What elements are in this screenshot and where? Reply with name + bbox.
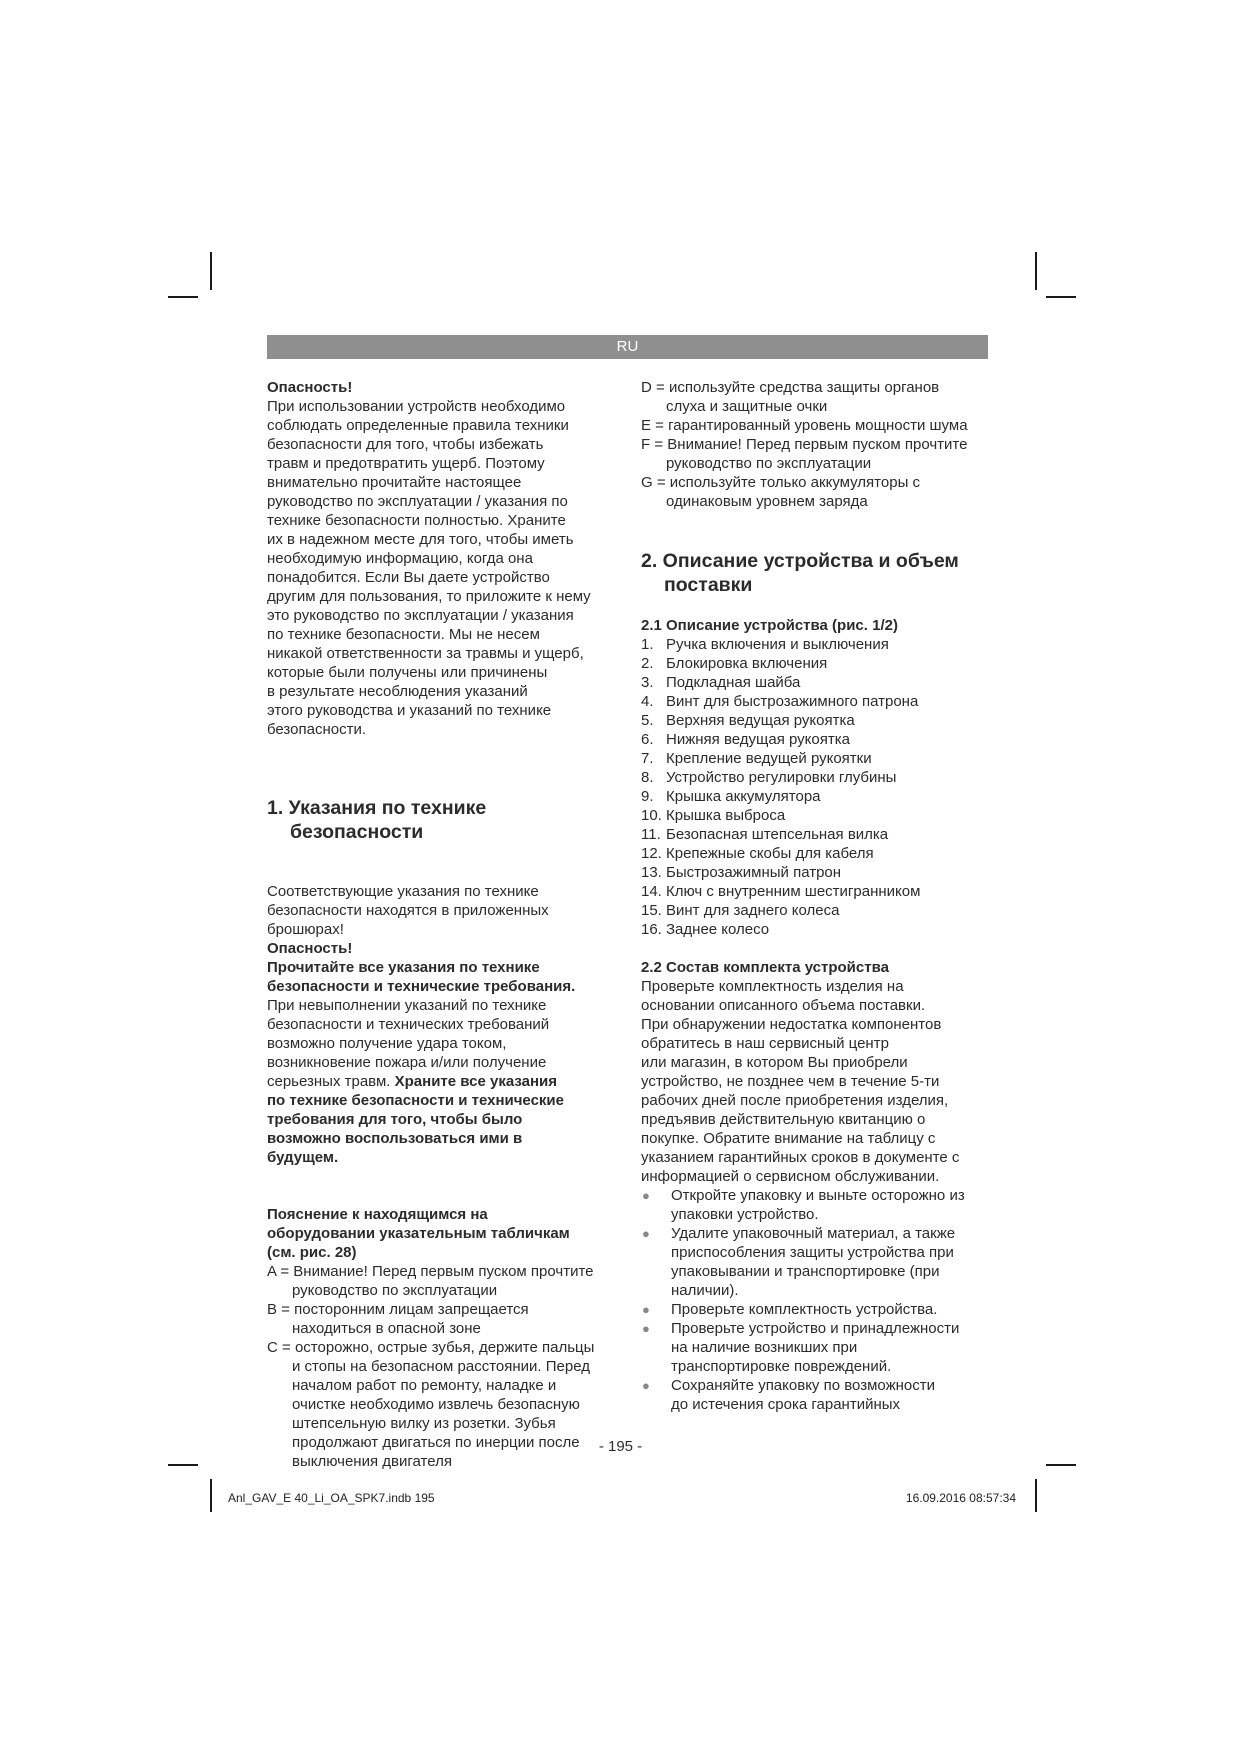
sign-item: G = используйте только аккумуляторы с одинаковым уровнем заряда — [641, 474, 921, 510]
signs-explanation-title: Пояснение к находящимся на оборудовании указательным табличкам (см. рис. 28) — [267, 1206, 570, 1261]
sign-item: C = осторожно, острые зубья, держите пальцы и стопы на безопасном расстоянии. Перед началом работ по ремонту, наладке и очистке необходимо извлечь безопасную штепсельную вилку из розетки. Зубья продолжают двигаться по инерции после выключения двигателя — [267, 1339, 595, 1470]
part-item: 2. Блокировка включения — [641, 655, 828, 672]
crop-mark — [1035, 1479, 1037, 1512]
bullet-item: ● Удалите упаковочный материал, а также приспособления защиты устройства при упаковывании и транспортировке (при наличии). — [642, 1225, 956, 1299]
bullet-item: ● Сохраняйте упаковку по возможности до истечения срока гарантийных — [642, 1377, 935, 1413]
sign-item: A = Внимание! Перед первым пуском прочтите руководство по эксплуатации — [267, 1263, 594, 1299]
part-item: 10. Крышка выброса — [641, 807, 786, 824]
language-label: RU — [616, 338, 639, 355]
footer-datetime: 16.09.2016 08:57:34 — [905, 1491, 1016, 1505]
part-item: 12. Крепежные скобы для кабеля — [641, 845, 874, 862]
danger-title-2: Опасность! — [267, 940, 353, 957]
bullet-item: ● Проверьте комплектность устройства. — [642, 1301, 938, 1318]
part-item: 3. Подкладная шайба — [641, 674, 801, 691]
danger-title: Опасность! — [267, 379, 353, 396]
subsection-2-1-title: 2.1 Описание устройства (рис. 1/2) — [641, 617, 898, 634]
signs-list-right — [641, 378, 993, 511]
crop-mark — [1046, 1464, 1076, 1466]
part-item: 15. Винт для заднего колеса — [641, 902, 840, 919]
part-item: 4. Винт для быстрозажимного патрона — [641, 693, 919, 710]
part-item: 6. Нижняя ведущая рукоятка — [641, 731, 850, 748]
part-item: 1. Ручка включения и выключения — [641, 636, 889, 653]
part-item: 14. Ключ с внутренним шестигранником — [641, 883, 921, 900]
right-column — [641, 378, 993, 1414]
crop-mark — [168, 1464, 198, 1466]
part-item: 13. Быстрозажимный патрон — [641, 864, 842, 881]
footer-file-name: Anl_GAV_E 40_Li_OA_SPK7.indb 195 — [228, 1491, 435, 1505]
intro-paragraph: При использовании устройств необходимо соблюдать определенные правила техники безопасности для того, чтобы избежать травм и предотвратить ущерб. Поэтому внимательно прочитайте настоящее руководство по эксплуатации / указания по технике безопасности полностью. Храните их в надежном месте для того, чтобы иметь необходимую информацию, когда она понадобится. Если Вы даете устройство другим для пользования, то приложите к нему это руководство по эксплуатации / указания по технике безопасности. Мы не несем никакой ответственности за травмы и ущерб, которые были получены или причинены в результате несоблюдения указаний этого руководства и указаний по технике безопасности. — [267, 398, 591, 738]
subsection-2-2-title: 2.2 Состав комплекта устройства — [641, 959, 889, 976]
bullet-icon: ● — [642, 1321, 650, 1336]
crop-mark — [1046, 296, 1076, 298]
bullet-icon: ● — [642, 1378, 650, 1393]
part-item: 7. Крепление ведущей рукоятки — [641, 750, 872, 767]
part-item: 5. Верхняя ведущая рукоятка — [641, 712, 855, 729]
crop-mark — [1035, 252, 1037, 290]
sign-item: D = используйте средства защиты органов слуха и защитные очки — [641, 379, 940, 415]
page-number: - 195 - — [598, 1438, 643, 1455]
parts-list — [641, 635, 993, 939]
sign-item: F = Внимание! Перед первым пуском прочтите руководство по эксплуатации — [641, 436, 968, 472]
crop-mark — [168, 296, 198, 298]
part-item: 11. Безопасная штепсельная вилка — [641, 826, 889, 843]
crop-mark — [210, 252, 212, 290]
bullet-item: ● Откройте упаковку и выньте осторожно из упаковки устройство. — [642, 1187, 965, 1223]
scope-paragraph: Проверьте комплектность изделия на основании описанного объема поставки. При обнаружении недостатка компонентов обратитесь в наш сервисный центр или магазин, в котором Вы приобрели устройство, не позднее чем в течение 5-ти рабочих дней после приобретения изделия, предъявив действительную квитанцию о покупке. Обратите внимание на таблицу с указанием гарантийных сроков в документе с информацией о сервисном обслуживании. — [641, 978, 960, 1185]
section-1-intro: Соответствующие указания по технике безопасности находятся в приложенных брошюрах! — [267, 883, 549, 938]
language-header-bar — [267, 335, 988, 359]
bullet-item: ● Проверьте устройство и принадлежности на наличие возникших при транспортировке повреждений. — [642, 1320, 960, 1375]
part-item: 8. Устройство регулировки глубины — [641, 769, 897, 786]
bullet-icon: ● — [642, 1226, 650, 1241]
bullet-list — [641, 1186, 993, 1414]
section-2-title: 2. Описание устройства и объем поставки — [641, 550, 959, 596]
part-item: 16. Заднее колесо — [641, 921, 770, 938]
crop-mark — [210, 1479, 212, 1512]
part-item: 9. Крышка аккумулятора — [641, 788, 821, 805]
section-1-title: 1. Указания по технике безопасности — [267, 797, 487, 843]
warning-paragraph: При невыполнении указаний по технике безопасности и технических требований возможно получение удара током, возникновение пожара и/или получение серьезных травм. Храните все указания по технике безопасности и технические требования для того, чтобы было возможно воспользоваться ими в будущем. — [267, 997, 564, 1166]
sign-item: B = посторонним лицам запрещается находиться в опасной зоне — [267, 1301, 529, 1337]
sign-item: E = гарантированный уровень мощности шума — [641, 417, 968, 434]
bullet-icon: ● — [642, 1188, 650, 1203]
bullet-icon: ● — [642, 1302, 650, 1317]
read-all-instructions: Прочитайте все указания по технике безопасности и технические требования. — [267, 959, 576, 995]
left-column — [267, 378, 619, 1471]
